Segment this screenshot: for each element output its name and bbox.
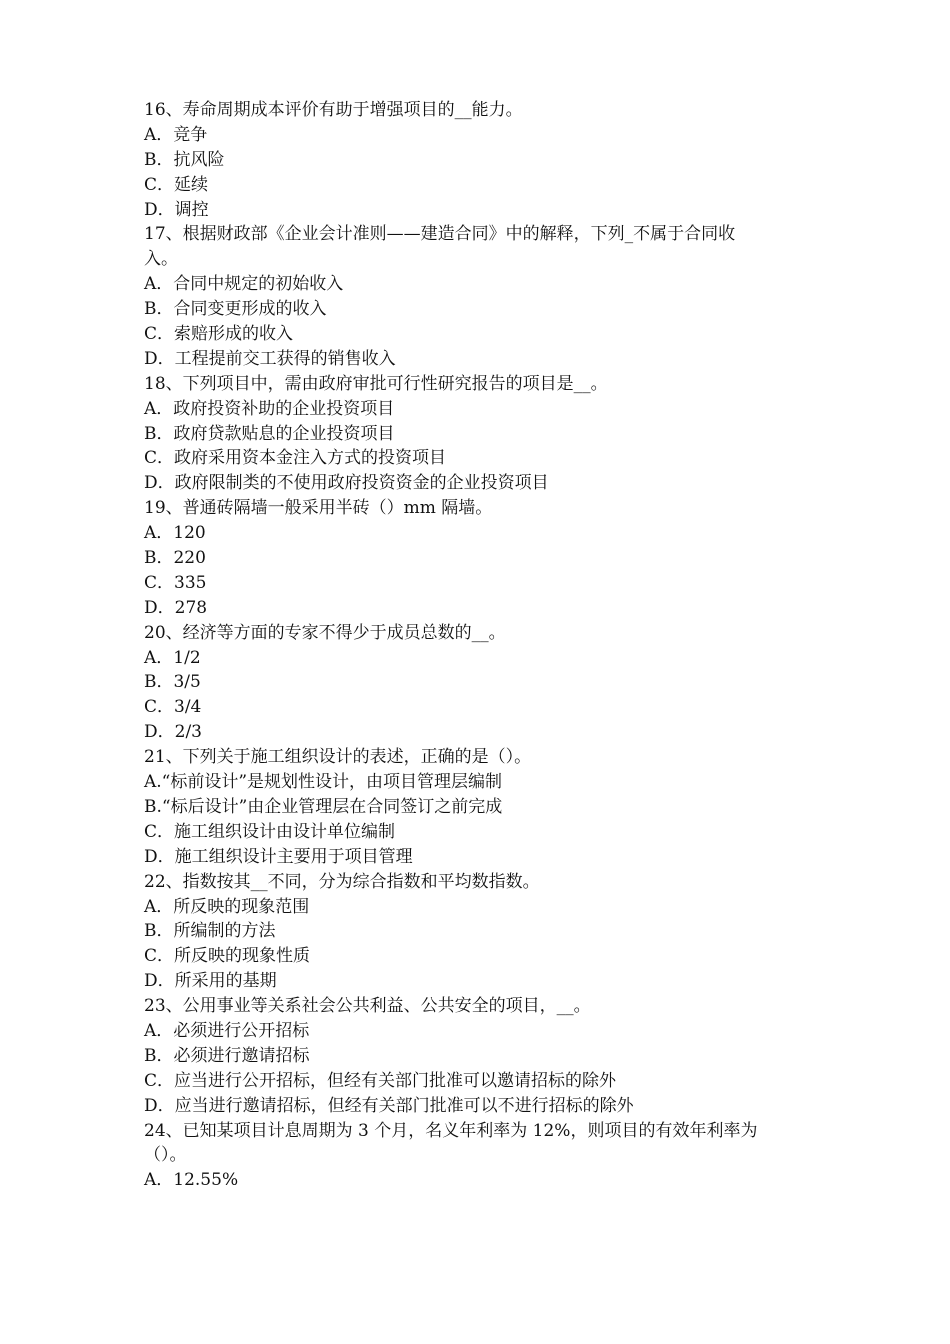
answer-option: B．抗风险 [144,149,225,170]
answer-option: D．调控 [144,199,209,220]
answer-option: D．应当进行邀请招标，但经有关部门批准可以不进行招标的除外 [144,1095,634,1116]
question-stem: 20、经济等方面的专家不得少于成员总数的__。 [144,622,506,643]
answer-option: A．合同中规定的初始收入 [144,274,344,295]
question-stem: 19、普通砖隔墙一般采用半砖（）mm 隔墙。 [144,498,493,519]
answer-option: B．所编制的方法 [144,921,276,942]
answer-option: C．延续 [144,174,209,195]
answer-option: D．2/3 [144,722,202,743]
answer-option: D．施工组织设计主要用于项目管理 [144,846,413,867]
answer-option: B．3/5 [144,672,201,693]
answer-option: A.“标前设计”是规划性设计，由项目管理层编制 [144,772,503,793]
question-stem-continuation: 入。 [144,249,178,270]
answer-option: A．1/2 [144,647,201,668]
answer-option: A．12.55% [144,1170,239,1191]
answer-option: D．278 [144,597,208,618]
question-list [144,98,814,1193]
answer-option: A．竞争 [144,124,208,145]
answer-option: D．所采用的基期 [144,971,277,992]
answer-option: C．3/4 [144,697,202,718]
question-stem: 23、公用事业等关系社会公共利益、公共安全的项目，__。 [144,996,591,1017]
question-stem: 16、寿命周期成本评价有助于增强项目的__能力。 [144,100,523,120]
answer-option: B．必须进行邀请招标 [144,1045,310,1066]
answer-option: C．施工组织设计由设计单位编制 [144,821,396,842]
answer-option: D．工程提前交工获得的销售收入 [144,348,396,369]
answer-option: C．应当进行公开招标，但经有关部门批准可以邀请招标的除外 [144,1070,617,1091]
question-stem-continuation: （）。 [144,1145,187,1166]
answer-option: C．索赔形成的收入 [144,324,294,345]
question-stem: 18、下列项目中，需由政府审批可行性研究报告的项目是__。 [144,373,608,394]
answer-option: A．120 [144,523,206,544]
answer-option: A．政府投资补助的企业投资项目 [144,398,395,419]
answer-option: D．政府限制类的不使用政府投资资金的企业投资项目 [144,473,549,494]
question-stem: 24、已知某项目计息周期为 3 个月，名义年利率为 12%，则项目的有效年利率为 [144,1120,758,1141]
question-stem: 21、下列关于施工组织设计的表述，正确的是（）。 [144,747,532,768]
answer-option: B．政府贷款贴息的企业投资项目 [144,423,395,444]
answer-option: C．335 [144,572,207,593]
answer-option: B．220 [144,548,206,569]
answer-option: B．合同变更形成的收入 [144,299,327,320]
question-stem: 22、指数按其__不同，分为综合指数和平均数指数。 [144,871,540,892]
answer-option: B.“标后设计”由企业管理层在合同签订之前完成 [144,796,503,817]
answer-option: C．政府采用资本金注入方式的投资项目 [144,448,447,469]
answer-option: A．所反映的现象范围 [144,896,310,917]
answer-option: C．所反映的现象性质 [144,946,311,967]
answer-option: A．必须进行公开招标 [144,1020,310,1041]
question-stem: 17、根据财政部《企业会计准则——建造合同》中的解释，下列_不属于合同收 [144,224,736,245]
